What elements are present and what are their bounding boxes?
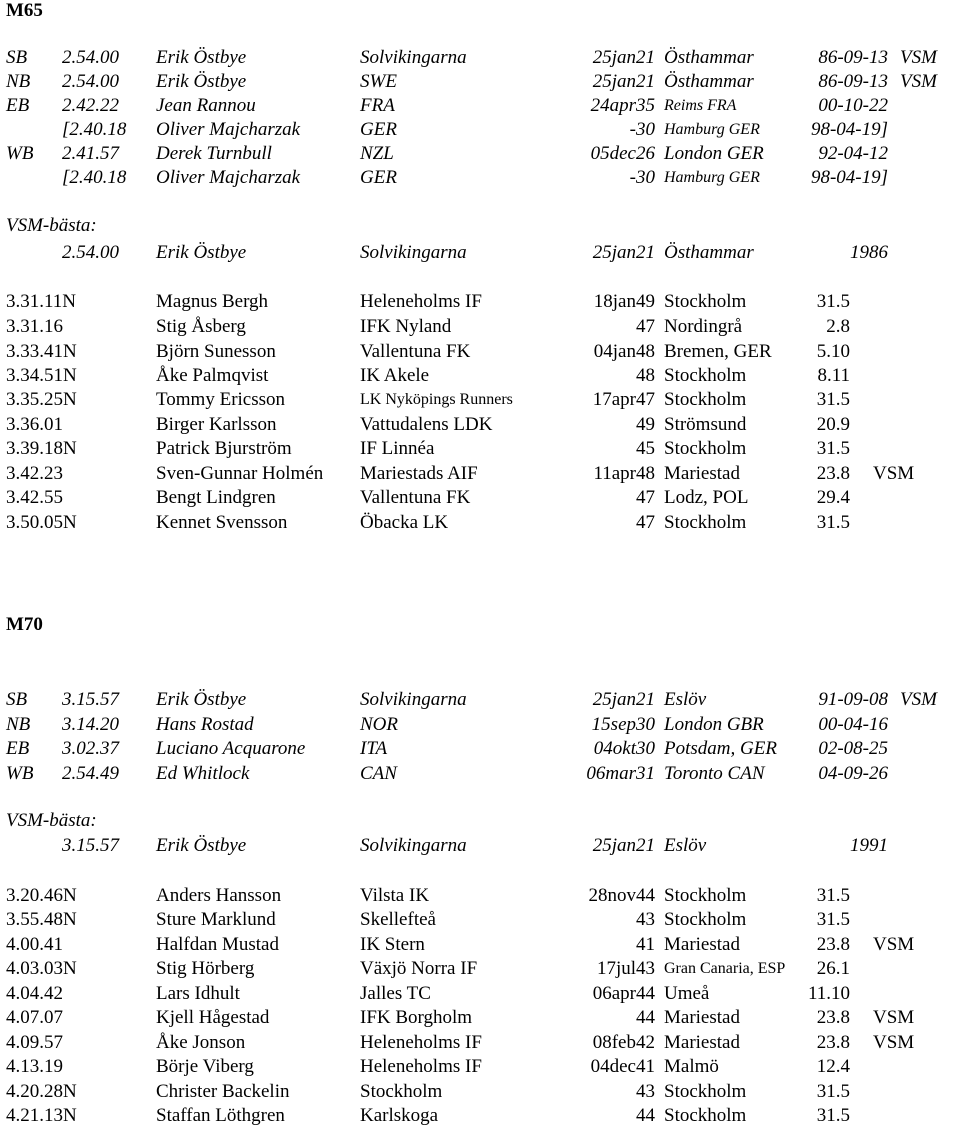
- record-name: Oliver Majcharzak: [156, 119, 301, 140]
- record-time: 2.41.57: [62, 143, 119, 164]
- result-age: 23.8: [816, 1032, 850, 1053]
- record-name: Erik Östbye: [156, 689, 247, 710]
- vsm-best-row: [0, 834, 960, 858]
- result-date: 41: [636, 934, 655, 955]
- record-birth: 91-09-08: [818, 689, 888, 710]
- record-time: [2.40.18: [62, 167, 127, 188]
- section-heading-m65: M65: [6, 0, 43, 21]
- record-club: NZL: [360, 143, 394, 164]
- vsm-best-year: 1991: [850, 835, 888, 856]
- result-name: Stig Åsberg: [156, 316, 246, 337]
- record-label: SB: [6, 47, 28, 68]
- record-time: [2.40.18: [62, 119, 127, 140]
- list-item: [0, 364, 960, 388]
- result-date: 44: [636, 1007, 655, 1028]
- list-item: [0, 388, 960, 412]
- list-item: [0, 413, 960, 437]
- result-place: Stockholm: [664, 291, 747, 312]
- result-vsm: VSM: [873, 934, 915, 955]
- result-club: IK Akele: [360, 365, 430, 386]
- result-date: 44: [636, 1105, 655, 1126]
- result-name: Sven-Gunnar Holmén: [156, 463, 324, 484]
- result-time: 4.07.07: [6, 1007, 63, 1028]
- result-name: Anders Hansson: [156, 885, 282, 906]
- result-time: 3.36.01: [6, 414, 63, 435]
- result-age: 23.8: [816, 1007, 850, 1028]
- result-age: 31.5: [816, 909, 850, 930]
- list-item: [0, 1104, 960, 1128]
- record-date: 04okt30: [593, 738, 655, 759]
- result-time: 3.39.18N: [6, 438, 77, 459]
- result-name: Patrick Bjurström: [156, 438, 292, 459]
- record-birth: 86-09-13: [818, 47, 888, 68]
- result-date: 17apr47: [592, 389, 655, 410]
- result-date: 43: [636, 909, 655, 930]
- record-place: Hamburg GER: [664, 121, 760, 138]
- result-place: Malmö: [664, 1056, 719, 1077]
- result-age: 8.11: [817, 365, 850, 386]
- result-name: Magnus Bergh: [156, 291, 269, 312]
- result-time: 4.20.28N: [6, 1081, 77, 1102]
- record-birth: 00-04-16: [818, 714, 888, 735]
- record-club: CAN: [360, 763, 397, 784]
- result-age: 11.10: [807, 983, 850, 1004]
- result-name: Staffan Löthgren: [156, 1105, 285, 1126]
- vsm-best-place: Eslöv: [664, 835, 707, 856]
- record-date: 06mar31: [586, 763, 655, 784]
- result-time: 3.42.55: [6, 487, 63, 508]
- record-name: Hans Rostad: [156, 714, 254, 735]
- record-label: WB: [6, 143, 34, 164]
- record-date: 15sep30: [591, 714, 655, 735]
- result-vsm: VSM: [873, 1032, 915, 1053]
- result-time: 4.03.03N: [6, 958, 77, 979]
- record-name: Derek Turnbull: [156, 143, 272, 164]
- record-time: 2.42.22: [62, 95, 119, 116]
- result-club: Vallentuna FK: [360, 341, 471, 362]
- record-birth: 98-04-19]: [810, 119, 888, 140]
- result-club: Skellefteå: [360, 909, 436, 930]
- result-date: 47: [636, 512, 655, 533]
- vsm-best-time: 3.15.57: [62, 835, 119, 856]
- record-date: 25jan21: [592, 689, 655, 710]
- result-date: 47: [636, 487, 655, 508]
- record-label: NB: [6, 714, 31, 735]
- record-place: Reims FRA: [664, 97, 737, 114]
- result-time: 4.09.57: [6, 1032, 63, 1053]
- result-age: 23.8: [816, 463, 850, 484]
- record-row: [0, 118, 960, 142]
- result-place: Stockholm: [664, 885, 747, 906]
- result-time: 3.20.46N: [6, 885, 77, 906]
- record-row: [0, 94, 960, 118]
- result-name: Bengt Lindgren: [156, 487, 276, 508]
- result-club: Mariestads AIF: [360, 463, 478, 484]
- list-item: [0, 315, 960, 339]
- result-place: Stockholm: [664, 512, 747, 533]
- vsm-best-date: 25jan21: [592, 835, 655, 856]
- record-date: 25jan21: [592, 47, 655, 68]
- record-label: NB: [6, 71, 31, 92]
- result-name: Börje Viberg: [156, 1056, 254, 1077]
- result-club: Öbacka LK: [360, 512, 449, 533]
- result-place: Gran Canaria, ESP: [664, 960, 786, 977]
- result-club: Vallentuna FK: [360, 487, 471, 508]
- list-item: [0, 486, 960, 510]
- record-club: SWE: [360, 71, 397, 92]
- record-place: Östhammar: [664, 47, 754, 68]
- result-date: 11apr48: [593, 463, 655, 484]
- result-date: 06apr44: [592, 983, 655, 1004]
- result-name: Stig Hörberg: [156, 958, 255, 979]
- result-time: 3.50.05N: [6, 512, 77, 533]
- result-time: 3.31.11N: [6, 291, 77, 312]
- result-date: 43: [636, 1081, 655, 1102]
- vsm-best-name: Erik Östbye: [156, 835, 247, 856]
- result-club: Heleneholms IF: [360, 291, 482, 312]
- result-place: Nordingrå: [664, 316, 743, 337]
- vsm-best-label: VSM-bästa:: [6, 215, 97, 236]
- record-date: 24apr35: [590, 95, 655, 116]
- result-age: 31.5: [816, 438, 850, 459]
- record-label: WB: [6, 763, 34, 784]
- record-place: Eslöv: [664, 689, 707, 710]
- record-birth: 92-04-12: [818, 143, 888, 164]
- result-vsm: VSM: [873, 1007, 915, 1028]
- record-time: 3.02.37: [62, 738, 119, 759]
- record-place: Östhammar: [664, 71, 754, 92]
- list-item: [0, 1080, 960, 1104]
- result-date: 45: [636, 438, 655, 459]
- result-club: IK Stern: [360, 934, 425, 955]
- record-name: Erik Östbye: [156, 47, 247, 68]
- record-date: 05dec26: [590, 143, 655, 164]
- result-name: Åke Palmqvist: [156, 365, 269, 386]
- record-row: [0, 688, 960, 712]
- result-date: 28nov44: [588, 885, 655, 906]
- result-age: 31.5: [816, 512, 850, 533]
- record-row: [0, 762, 960, 786]
- result-club: IFK Nyland: [360, 316, 452, 337]
- result-club: Jalles TC: [360, 983, 431, 1004]
- result-place: Strömsund: [664, 414, 747, 435]
- result-vsm: VSM: [873, 463, 915, 484]
- result-time: 3.31.16: [6, 316, 63, 337]
- record-time: 3.14.20: [62, 714, 119, 735]
- record-time: 2.54.49: [62, 763, 119, 784]
- record-birth: 00-10-22: [818, 95, 888, 116]
- result-age: 31.5: [816, 1081, 850, 1102]
- result-date: 49: [636, 414, 655, 435]
- result-date: 08feb42: [592, 1032, 655, 1053]
- list-item: [0, 462, 960, 486]
- result-club: Vilsta IK: [360, 885, 430, 906]
- result-age: 26.1: [816, 958, 850, 979]
- record-label: EB: [6, 95, 30, 116]
- list-item: [0, 290, 960, 314]
- record-flag: VSM: [900, 71, 937, 92]
- record-club: NOR: [360, 714, 398, 735]
- result-name: Christer Backelin: [156, 1081, 290, 1102]
- vsm-best-row: [0, 241, 960, 265]
- record-place: Hamburg GER: [664, 169, 760, 186]
- result-time: 3.33.41N: [6, 341, 77, 362]
- vsm-best-club: Solvikingarna: [360, 835, 467, 856]
- vsm-best-time: 2.54.00: [62, 242, 119, 263]
- record-row: [0, 737, 960, 761]
- record-club: FRA: [360, 95, 395, 116]
- result-place: Stockholm: [664, 1105, 747, 1126]
- result-club: IFK Borgholm: [360, 1007, 473, 1028]
- record-birth: 04-09-26: [818, 763, 888, 784]
- result-date: 47: [636, 316, 655, 337]
- result-date: 17jul43: [596, 958, 655, 979]
- result-club: LK Nyköpings Runners: [360, 391, 513, 408]
- record-club: GER: [360, 167, 397, 188]
- result-name: Kjell Hågestad: [156, 1007, 270, 1028]
- record-club: GER: [360, 119, 397, 140]
- result-age: 12.4: [816, 1056, 850, 1077]
- record-time: 3.15.57: [62, 689, 119, 710]
- result-age: 5.10: [816, 341, 850, 362]
- result-club: Heleneholms IF: [360, 1032, 482, 1053]
- list-item: [0, 437, 960, 461]
- vsm-best-year: 1986: [850, 242, 888, 263]
- result-time: 4.00.41: [6, 934, 63, 955]
- record-row: [0, 166, 960, 190]
- result-club: Stockholm: [360, 1081, 443, 1102]
- record-row: [0, 46, 960, 70]
- record-place: Toronto CAN: [664, 763, 765, 784]
- result-name: Halfdan Mustad: [156, 934, 279, 955]
- record-name: Oliver Majcharzak: [156, 167, 301, 188]
- record-date: 25jan21: [592, 71, 655, 92]
- result-place: Lodz, POL: [664, 487, 749, 508]
- vsm-best-name: Erik Östbye: [156, 242, 247, 263]
- record-club: ITA: [360, 738, 388, 759]
- result-name: Sture Marklund: [156, 909, 276, 930]
- result-date: 04jan48: [593, 341, 655, 362]
- record-row: [0, 713, 960, 737]
- result-age: 31.5: [816, 885, 850, 906]
- result-place: Mariestad: [664, 463, 740, 484]
- result-place: Stockholm: [664, 1081, 747, 1102]
- result-place: Stockholm: [664, 365, 747, 386]
- record-name: Luciano Acquarone: [156, 738, 306, 759]
- result-place: Stockholm: [664, 389, 747, 410]
- result-club: Karlskoga: [360, 1105, 439, 1126]
- vsm-best-date: 25jan21: [592, 242, 655, 263]
- record-birth: 02-08-25: [818, 738, 888, 759]
- list-item: [0, 1006, 960, 1030]
- list-item: [0, 884, 960, 908]
- result-club: Växjö Norra IF: [360, 958, 478, 979]
- result-time: 3.55.48N: [6, 909, 77, 930]
- record-name: Erik Östbye: [156, 71, 247, 92]
- list-item: [0, 908, 960, 932]
- result-place: Bremen, GER: [664, 341, 772, 362]
- list-item: [0, 933, 960, 957]
- record-time: 2.54.00: [62, 47, 119, 68]
- result-place: Mariestad: [664, 1007, 740, 1028]
- record-flag: VSM: [900, 689, 937, 710]
- record-label: EB: [6, 738, 30, 759]
- result-name: Åke Jonson: [156, 1032, 246, 1053]
- record-place: London GBR: [664, 714, 764, 735]
- result-name: Birger Karlsson: [156, 414, 277, 435]
- result-date: 18jan49: [593, 291, 655, 312]
- result-time: 3.42.23: [6, 463, 63, 484]
- record-club: Solvikingarna: [360, 689, 467, 710]
- vsm-best-place: Östhammar: [664, 242, 754, 263]
- result-date: 48: [636, 365, 655, 386]
- list-item: [0, 340, 960, 364]
- record-birth: 98-04-19]: [810, 167, 888, 188]
- result-time: 4.04.42: [6, 983, 63, 1004]
- list-item: [0, 957, 960, 981]
- result-time: 4.13.19: [6, 1056, 63, 1077]
- section-heading-m70: M70: [6, 614, 43, 635]
- result-name: Björn Sunesson: [156, 341, 276, 362]
- record-name: Jean Rannou: [156, 95, 256, 116]
- vsm-best-label: VSM-bästa:: [6, 810, 97, 831]
- record-birth: 86-09-13: [818, 71, 888, 92]
- result-place: Umeå: [664, 983, 710, 1004]
- record-date: -30: [629, 119, 655, 140]
- result-place: Mariestad: [664, 934, 740, 955]
- record-time: 2.54.00: [62, 71, 119, 92]
- result-club: IF Linnéa: [360, 438, 435, 459]
- vsm-best-club: Solvikingarna: [360, 242, 467, 263]
- record-name: Ed Whitlock: [156, 763, 250, 784]
- result-name: Lars Idhult: [156, 983, 240, 1004]
- record-place: Potsdam, GER: [664, 738, 777, 759]
- record-place: London GER: [664, 143, 764, 164]
- record-row: [0, 70, 960, 94]
- result-time: 3.34.51N: [6, 365, 77, 386]
- list-item: [0, 982, 960, 1006]
- result-place: Stockholm: [664, 438, 747, 459]
- result-age: 31.5: [816, 291, 850, 312]
- result-place: Mariestad: [664, 1032, 740, 1053]
- record-club: Solvikingarna: [360, 47, 467, 68]
- result-age: 31.5: [816, 389, 850, 410]
- record-row: [0, 142, 960, 166]
- result-age: 20.9: [816, 414, 850, 435]
- result-age: 29.4: [816, 487, 850, 508]
- record-flag: VSM: [900, 47, 937, 68]
- result-name: Tommy Ericsson: [156, 389, 286, 410]
- result-age: 23.8: [816, 934, 850, 955]
- result-club: Heleneholms IF: [360, 1056, 482, 1077]
- result-age: 31.5: [816, 1105, 850, 1126]
- list-item: [0, 1055, 960, 1079]
- result-time: 3.35.25N: [6, 389, 77, 410]
- list-item: [0, 511, 960, 535]
- record-date: -30: [629, 167, 655, 188]
- result-club: Vattudalens LDK: [360, 414, 493, 435]
- list-item: [0, 1031, 960, 1055]
- result-name: Kennet Svensson: [156, 512, 288, 533]
- result-place: Stockholm: [664, 909, 747, 930]
- record-label: SB: [6, 689, 28, 710]
- result-age: 2.8: [826, 316, 850, 337]
- result-time: 4.21.13N: [6, 1105, 77, 1126]
- result-date: 04dec41: [590, 1056, 655, 1077]
